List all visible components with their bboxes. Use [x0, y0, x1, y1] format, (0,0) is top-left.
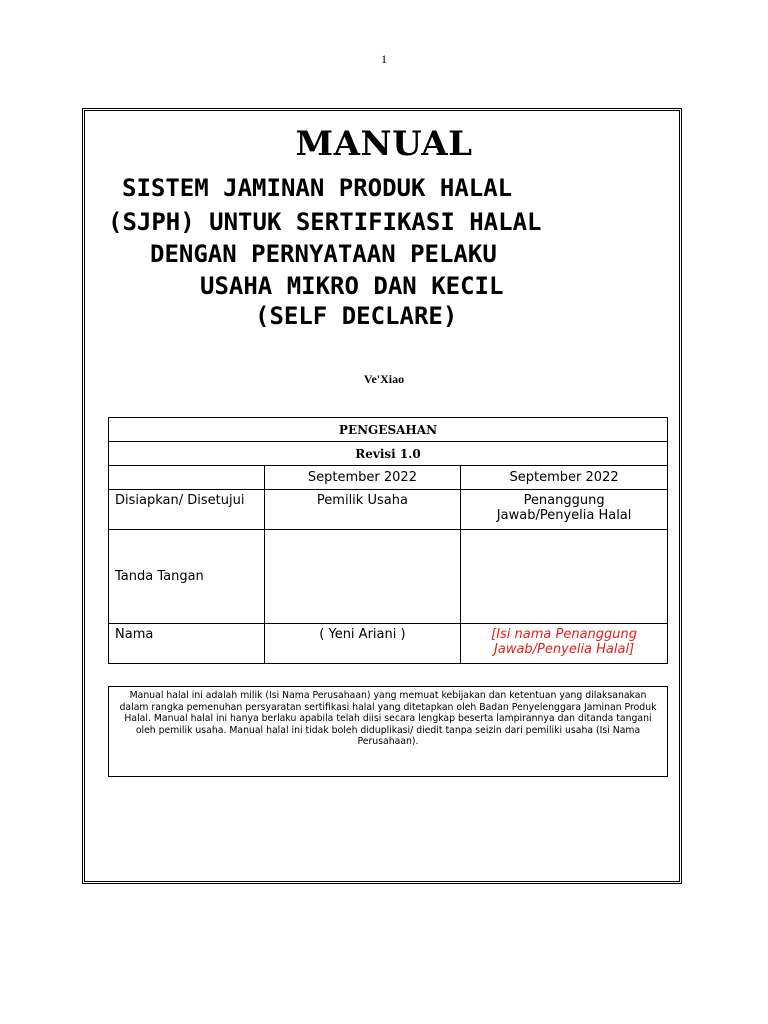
author-name: Ve'Xiao: [363, 372, 405, 386]
table-row: [109, 466, 668, 490]
subtitle-line-2: (SJPH) UNTUK SERTIFIKASI HALAL: [108, 208, 542, 236]
subtitle-line-5: (SELF DECLARE): [255, 302, 458, 330]
date-owner: September 2022: [264, 466, 461, 490]
revision-label: Revisi 1.0: [109, 442, 668, 466]
signature-owner-cell: [264, 530, 461, 624]
ownership-notice: Manual halal ini adalah milik (Isi Nama Perusahaan) yang memuat kebijakan dan ketentuan yang dilaksanakan dalam rangka pemenuhan persyaratan sertifikasi halal yang ditetapkan oleh Badan Penyelenggara Jaminan Produk Halal. Manual halal ini hanya berlaku apabila telah diisi secara lengkap beserta lampirannya dan ditanda tangani oleh pemilik usaha. Manual halal ini tidak boleh diduplikasi/ diedit tanpa seizin dari pemiliki usaha (Isi Nama Perusahaan).: [108, 686, 668, 777]
name-label: Nama: [109, 624, 265, 664]
prepared-supervisor: Penanggung Jawab/Penyelia Halal: [461, 490, 668, 530]
approval-header: PENGESAHAN: [109, 418, 668, 442]
prepared-label: Disiapkan/ Disetujui: [109, 490, 265, 530]
date-supervisor: September 2022: [461, 466, 668, 490]
owner-name: ( Yeni Ariani ): [264, 624, 461, 664]
supervisor-name-placeholder: [Isi nama Penanggung Jawab/Penyelia Halal]: [461, 624, 668, 664]
approval-table: [108, 417, 668, 664]
signature-supervisor-cell: [461, 530, 668, 624]
table-row: [109, 442, 668, 466]
subtitle-line-4: USAHA MIKRO DAN KECIL: [200, 272, 504, 300]
table-row: [109, 418, 668, 442]
table-row: [109, 530, 668, 624]
empty-cell: [109, 466, 265, 490]
subtitle-line-1: SISTEM JAMINAN PRODUK HALAL: [122, 174, 513, 202]
table-row: [109, 624, 668, 664]
prepared-owner: Pemilik Usaha: [264, 490, 461, 530]
document-title: MANUAL: [295, 124, 473, 164]
page-number: 1: [381, 52, 387, 66]
subtitle-line-3: DENGAN PERNYATAAN PELAKU: [150, 240, 497, 268]
table-row: [109, 490, 668, 530]
signature-label: Tanda Tangan: [109, 530, 265, 624]
